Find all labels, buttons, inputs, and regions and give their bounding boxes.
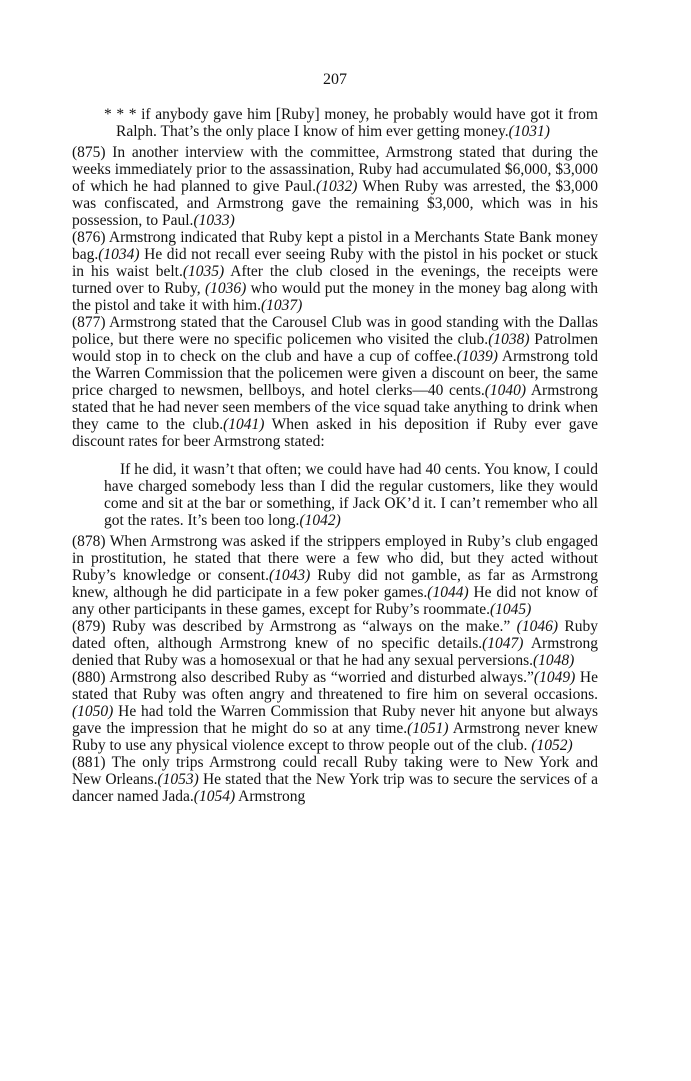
footnote-ref: (1040): [484, 382, 527, 399]
page-number: 207: [323, 71, 347, 88]
block-quote: [72, 461, 598, 529]
paragraph-text: He stated that the New York trip was to secure the services of a dancer named Jada.: [72, 771, 598, 805]
footnote-ref: (1041): [223, 416, 265, 433]
footnote-ref: (1032): [316, 178, 358, 195]
footnote-ref: (1052): [531, 737, 573, 754]
paragraph-879: [72, 618, 598, 669]
footnote-ref: (1051): [407, 720, 449, 737]
footnote-ref: (1031): [508, 123, 550, 140]
opening-quote: [104, 106, 598, 140]
paragraph-text: Armstrong told the Warren Commission that the policemen were given a discount on beer, the same price charged to newsmen, bellboys, and hotel clerks—40 cents.: [72, 348, 598, 399]
paragraph-text: After the club closed in the evenings, the receipts were turned over to Ruby,: [72, 263, 598, 297]
paragraph-text: (880) Armstrong also described Ruby as “worried and disturbed always.”: [72, 669, 534, 686]
paragraph-876: [72, 229, 598, 314]
paragraph-text: (875) In another interview with the committee, Armstrong stated that during the weeks immediately prior to the assassination, Ruby had accumulated $6,000, $3,000 of which he had planned to give Paul.: [72, 144, 598, 195]
footnote-ref: (1050): [72, 703, 114, 720]
footnote-ref: (1038): [488, 331, 530, 348]
paragraph-877: [72, 314, 598, 450]
paragraph-text: (878) When Armstrong was asked if the strippers employed in Ruby’s club engaged in prostitution, he stated that there were a few who did, but they acted without Ruby’s knowledge or consent.: [72, 533, 598, 584]
footnote-ref: (1035): [182, 263, 225, 280]
footnote-ref: (1045): [489, 601, 532, 618]
paragraph-text: who would put the money in the money bag along with the pistol and take it with him.: [72, 280, 598, 314]
paragraph-text: Ruby did not gamble, as far as Armstrong knew, although he did participate in a few poker games.: [72, 567, 598, 601]
paragraph-text: (877) Armstrong stated that the Carousel Club was in good standing with the Dallas police, but there were no specific policemen who visited the club.: [72, 314, 598, 348]
footnote-ref: (1042): [299, 512, 341, 529]
block-quote-text: If he did, it wasn’t that often; we could have had 40 cents. You know, I could have charged somebody less than I did the regular customers, like they would come and sit at the bar or something, if Jack OK’d it. I can’t remember who all got the rates. It’s been too long.: [104, 461, 598, 529]
paragraph-text: Armstrong never knew Ruby to use any physical violence except to throw people out of the club.: [72, 720, 598, 754]
footnote-ref: (1046): [516, 618, 558, 635]
footnote-ref: (1034): [98, 246, 140, 263]
opening-quote-text: * * * if anybody gave him [Ruby] money, he probably would have got it from Ralph. That’s the only place I know of him ever getting money.: [104, 106, 598, 140]
footnote-ref: (1036): [205, 280, 247, 297]
paragraph-text: He had told the Warren Commission that Ruby never hit anyone but always gave the impression that he might do so at any time.: [72, 703, 598, 737]
paragraph-875: [72, 144, 598, 229]
footnote-ref: (1037): [261, 297, 303, 314]
paragraph-text: (876) Armstrong indicated that Ruby kept a pistol in a Merchants State Bank money bag.: [72, 229, 598, 263]
footnote-ref: (1039): [456, 348, 498, 365]
document-page: [72, 70, 598, 805]
paragraph-880: [72, 669, 598, 754]
paragraph-text: Ruby dated often, although Armstrong knew of no specific details.: [72, 618, 598, 652]
footnote-ref: (1033): [193, 212, 235, 229]
footnote-ref: (1043): [268, 567, 311, 584]
paragraph-text: He did not recall ever seeing Ruby with the pistol in his pocket or stuck in his waist belt.: [72, 246, 598, 280]
footnote-ref: (1049): [533, 669, 576, 686]
footnote-ref: (1053): [157, 771, 199, 788]
paragraph-text: Armstrong: [235, 788, 306, 805]
footnote-ref: (1044): [427, 584, 469, 601]
paragraph-text: When asked in his deposition if Ruby ever gave discount rates for beer Armstrong stated:: [72, 416, 599, 450]
paragraph-text: (881) The only trips Armstrong could recall Ruby taking were to New York and New Orleans.: [72, 754, 598, 788]
paragraph-text: Patrolmen would stop in to check on the club and have a cup of coffee.: [72, 331, 599, 365]
paragraph-text: Armstrong stated that he had never seen members of the vice squad take anything to drink when they came to the club.: [72, 382, 598, 433]
paragraph-881: [72, 754, 598, 805]
footnote-ref: (1047): [482, 635, 524, 652]
paragraph-text: When Ruby was arrested, the $3,000 was confiscated, and Armstrong gave the remaining $3,000, which was in his possession, to Paul.: [72, 178, 598, 229]
paragraph-878: [72, 533, 598, 618]
paragraph-text: He stated that Ruby was often angry and threatened to fire him on several occasions.: [72, 669, 598, 703]
footnote-ref: (1048): [533, 652, 575, 669]
footnote-ref: (1054): [193, 788, 236, 805]
paragraph-text: Armstrong denied that Ruby was a homosexual or that he had any sexual perversions.: [72, 635, 598, 669]
paragraph-text: (879) Ruby was described by Armstrong as “always on the make.”: [72, 618, 517, 635]
paragraph-text: He did not know of any other participants in these games, except for Ruby’s roommate.: [72, 584, 598, 618]
